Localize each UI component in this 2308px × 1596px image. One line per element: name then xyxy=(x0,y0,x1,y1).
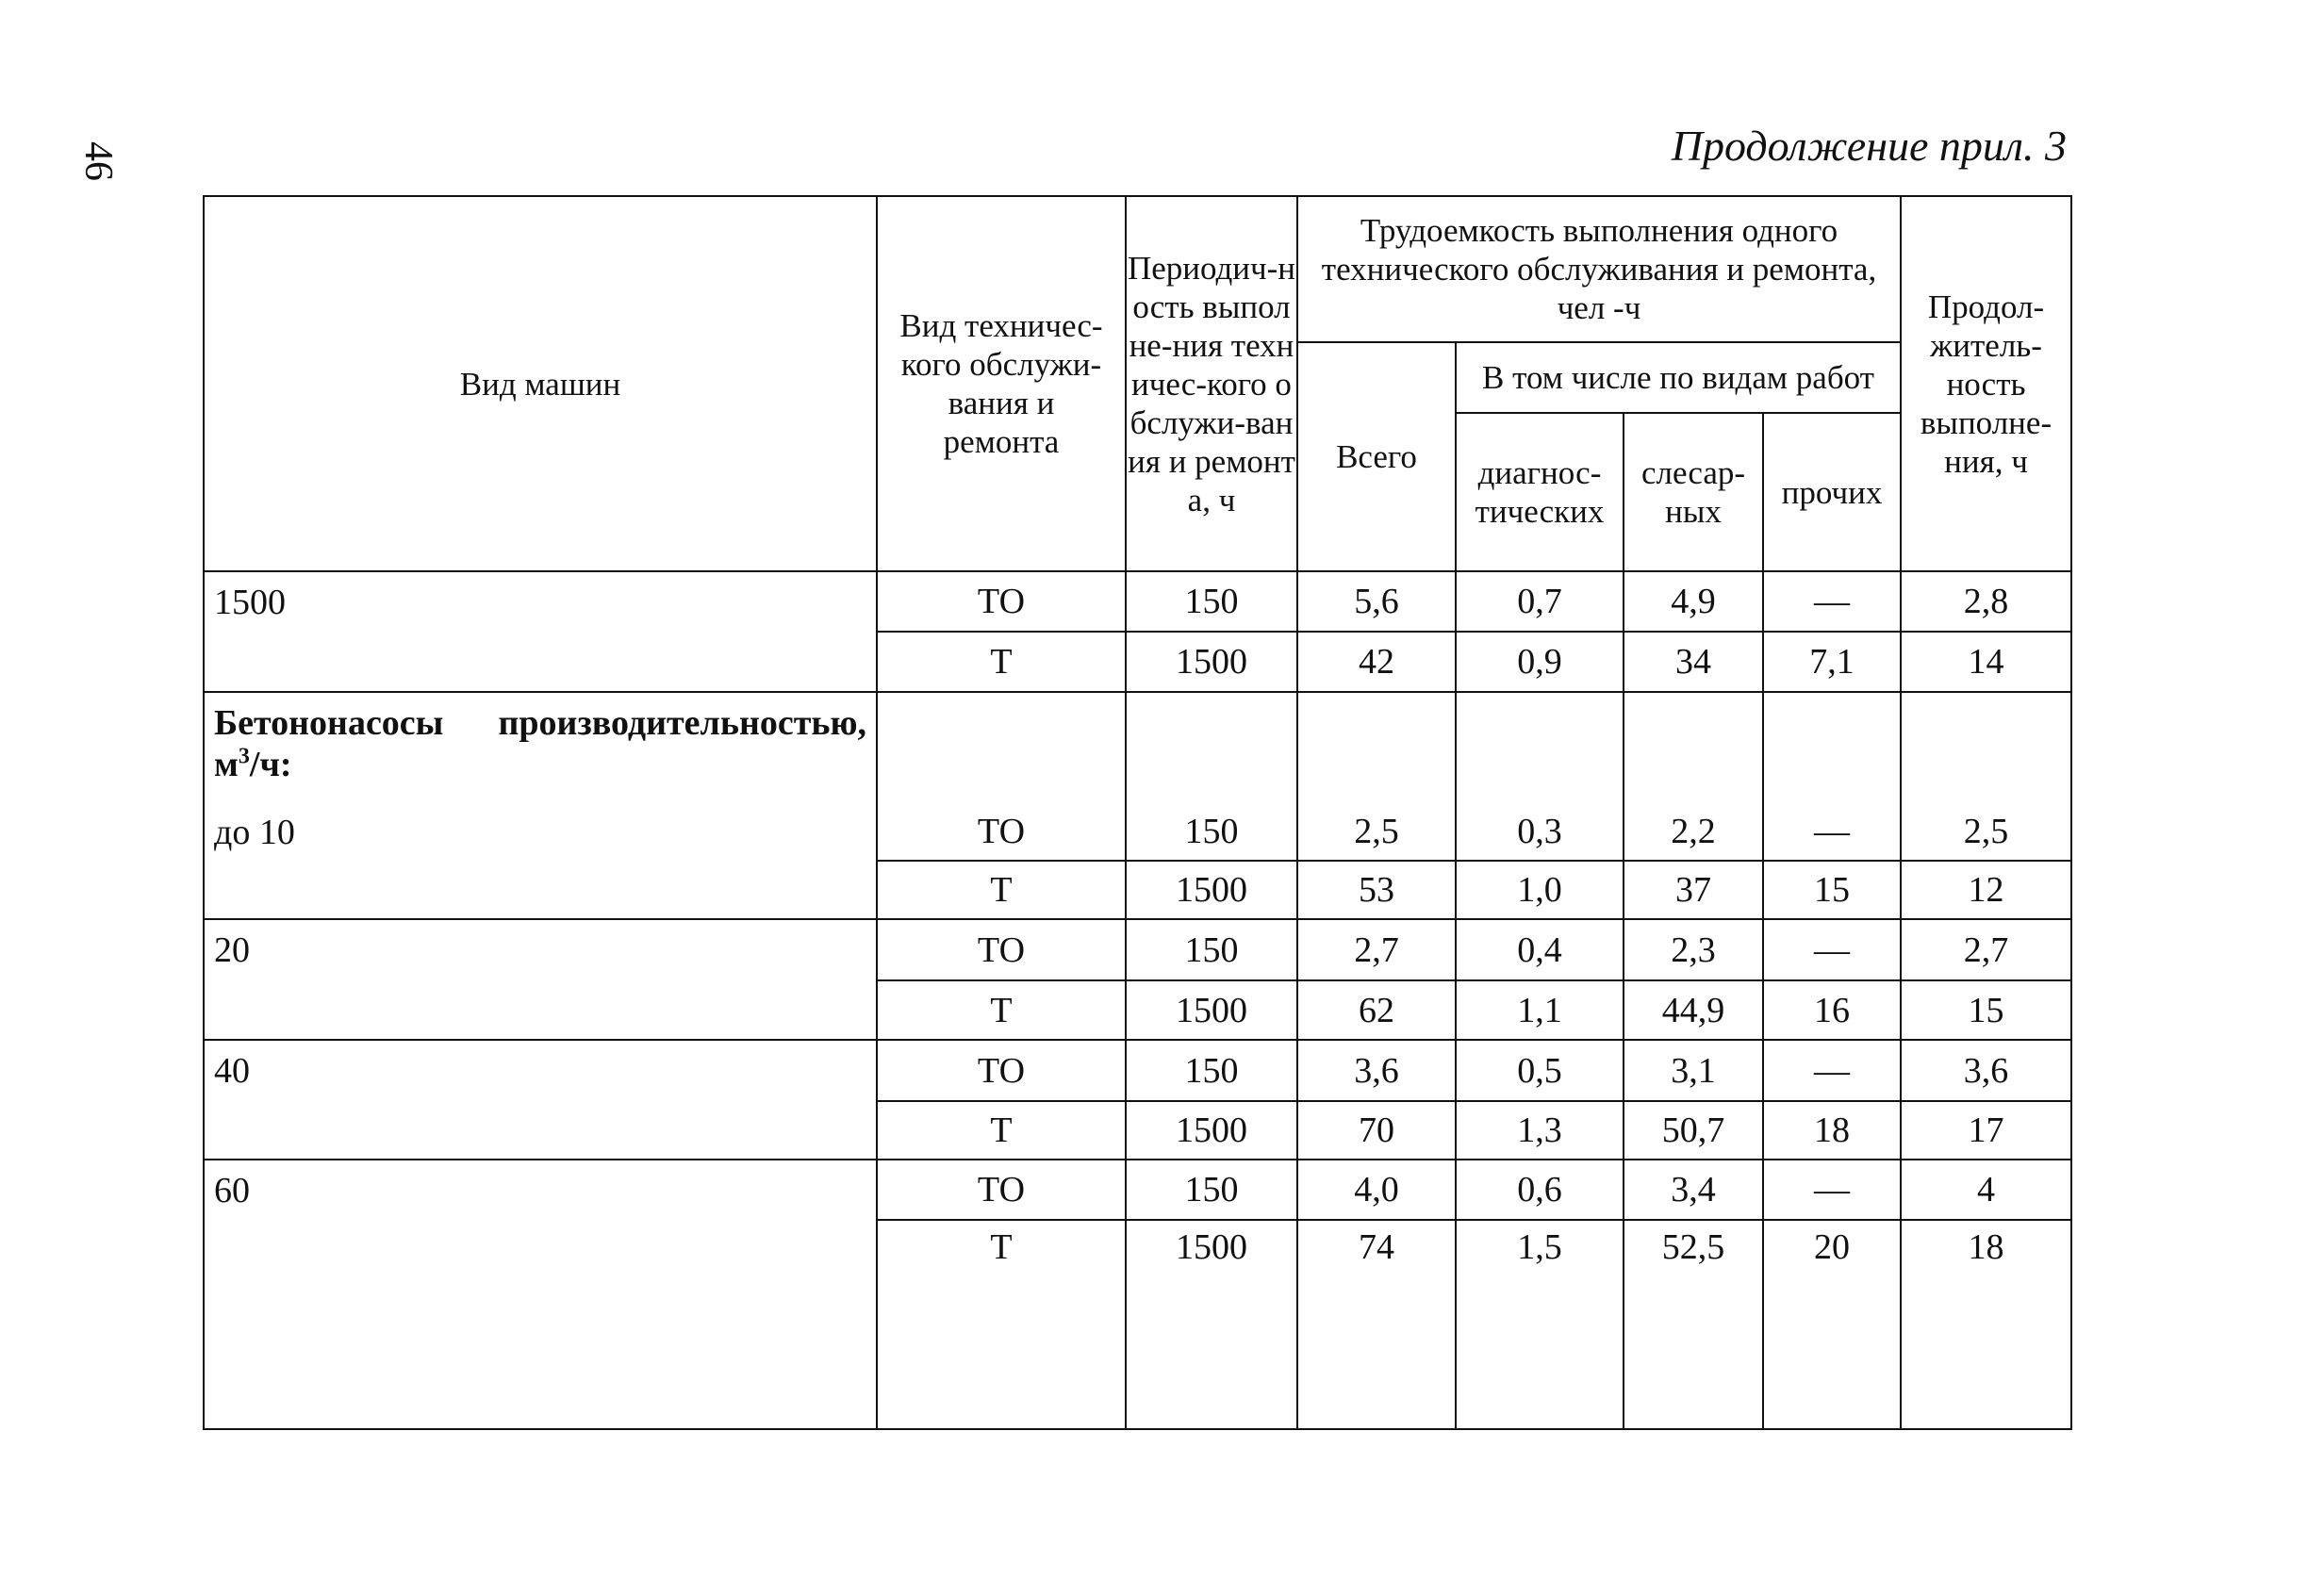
period-cell: 1500 xyxy=(1126,861,1297,919)
diag-cell: 1,5 xyxy=(1456,1220,1624,1429)
group-cell xyxy=(204,692,877,919)
lock-cell: 44,9 xyxy=(1624,980,1763,1040)
period-cell: 1500 xyxy=(1126,1220,1297,1429)
other-cell: — xyxy=(1763,692,1901,861)
type-cell: ТО xyxy=(877,919,1126,980)
total-cell: 5,6 xyxy=(1297,571,1456,632)
other-cell: 16 xyxy=(1763,980,1901,1040)
type-cell: Т xyxy=(877,632,1126,692)
duration-cell: 17 xyxy=(1901,1101,2071,1160)
diag-cell: 1,1 xyxy=(1456,980,1624,1040)
other-cell: 20 xyxy=(1763,1220,1901,1429)
type-cell: Т xyxy=(877,861,1126,919)
other-cell: 15 xyxy=(1763,861,1901,919)
period-cell: 150 xyxy=(1126,1040,1297,1101)
total-cell: 74 xyxy=(1297,1220,1456,1429)
total-cell: 2,5 xyxy=(1297,692,1456,861)
period-cell: 150 xyxy=(1126,919,1297,980)
total-cell: 70 xyxy=(1297,1101,1456,1160)
diag-cell: 0,9 xyxy=(1456,632,1624,692)
total-cell: 4,0 xyxy=(1297,1160,1456,1220)
duration-cell: 18 xyxy=(1901,1220,2071,1429)
other-cell: — xyxy=(1763,919,1901,980)
table-row xyxy=(204,1040,2071,1101)
total-cell: 3,6 xyxy=(1297,1040,1456,1101)
duration-cell: 12 xyxy=(1901,861,2071,919)
other-cell: — xyxy=(1763,1160,1901,1220)
total-cell: 62 xyxy=(1297,980,1456,1040)
machine-cell: до 10 xyxy=(214,813,295,852)
period-cell: 1500 xyxy=(1126,1101,1297,1160)
duration-cell: 14 xyxy=(1901,632,2071,692)
diag-cell: 0,4 xyxy=(1456,919,1624,980)
type-cell: Т xyxy=(877,1220,1126,1429)
duration-cell: 2,8 xyxy=(1901,571,2071,632)
lock-cell: 50,7 xyxy=(1624,1101,1763,1160)
lock-cell: 4,9 xyxy=(1624,571,1763,632)
period-cell: 150 xyxy=(1126,1160,1297,1220)
diag-cell: 1,0 xyxy=(1456,861,1624,919)
maintenance-table xyxy=(203,195,2072,1430)
type-cell: ТО xyxy=(877,1040,1126,1101)
type-cell: ТО xyxy=(877,571,1126,632)
period-cell: 1500 xyxy=(1126,632,1297,692)
lock-cell: 52,5 xyxy=(1624,1220,1763,1429)
page-number: 46 xyxy=(76,141,120,181)
table-row xyxy=(204,919,2071,980)
machine-cell: 1500 xyxy=(204,571,877,692)
lock-cell: 2,2 xyxy=(1624,692,1763,861)
group-title: Бетононасосы производительностью, $м^3/ч$: xyxy=(214,703,866,784)
duration-cell: 3,6 xyxy=(1901,1040,2071,1101)
diag-cell: 0,5 xyxy=(1456,1040,1624,1101)
diag-cell: 0,6 xyxy=(1456,1160,1624,1220)
diag-cell: 0,7 xyxy=(1456,571,1624,632)
continuation-heading: Продолжение прил. 3 xyxy=(1671,122,2067,170)
other-cell: — xyxy=(1763,571,1901,632)
period-cell: 150 xyxy=(1126,692,1297,861)
header-locksmith: слесар-ных xyxy=(1624,413,1763,571)
lock-cell: 3,1 xyxy=(1624,1040,1763,1101)
machine-cell: 60 xyxy=(204,1160,877,1429)
header-service-type: Вид техничес-кого обслужи-вания и ремонта xyxy=(877,196,1126,571)
header-machine-type: Вид машин xyxy=(204,196,877,571)
machine-cell: 40 xyxy=(204,1040,877,1160)
header-duration: Продол-житель-ность выполне-ния, ч xyxy=(1901,196,2071,571)
total-cell: 2,7 xyxy=(1297,919,1456,980)
other-cell: 7,1 xyxy=(1763,632,1901,692)
other-cell: 18 xyxy=(1763,1101,1901,1160)
header-total: Всего xyxy=(1297,342,1456,571)
type-cell: ТО xyxy=(877,1160,1126,1220)
header-periodicity: Периодич-ность выполне-ния техничес-кого обслужи-вания и ремонта, ч xyxy=(1126,196,1297,571)
period-cell: 1500 xyxy=(1126,980,1297,1040)
type-cell: Т xyxy=(877,980,1126,1040)
type-cell: Т xyxy=(877,1101,1126,1160)
duration-cell: 2,7 xyxy=(1901,919,2071,980)
machine-cell: 20 xyxy=(204,919,877,1040)
header-including: В том числе по видам работ xyxy=(1456,342,1901,413)
diag-cell: 1,3 xyxy=(1456,1101,1624,1160)
other-cell: — xyxy=(1763,1040,1901,1101)
table-row xyxy=(204,1160,2071,1220)
table-row xyxy=(204,571,2071,632)
lock-cell: 3,4 xyxy=(1624,1160,1763,1220)
total-cell: 53 xyxy=(1297,861,1456,919)
lock-cell: 2,3 xyxy=(1624,919,1763,980)
lock-cell: 37 xyxy=(1624,861,1763,919)
duration-cell: 15 xyxy=(1901,980,2071,1040)
total-cell: 42 xyxy=(1297,632,1456,692)
header-diagnostic: диагнос-тических xyxy=(1456,413,1624,571)
duration-cell: 2,5 xyxy=(1901,692,2071,861)
lock-cell: 34 xyxy=(1624,632,1763,692)
period-cell: 150 xyxy=(1126,571,1297,632)
type-cell: ТО xyxy=(877,692,1126,861)
header-other: прочих xyxy=(1763,413,1901,571)
duration-cell: 4 xyxy=(1901,1160,2071,1220)
table-row xyxy=(204,692,2071,861)
header-labor: Трудоемкость выполнения одного технического обслуживания и ремонта, чел -ч xyxy=(1297,196,1901,342)
diag-cell: 0,3 xyxy=(1456,692,1624,861)
